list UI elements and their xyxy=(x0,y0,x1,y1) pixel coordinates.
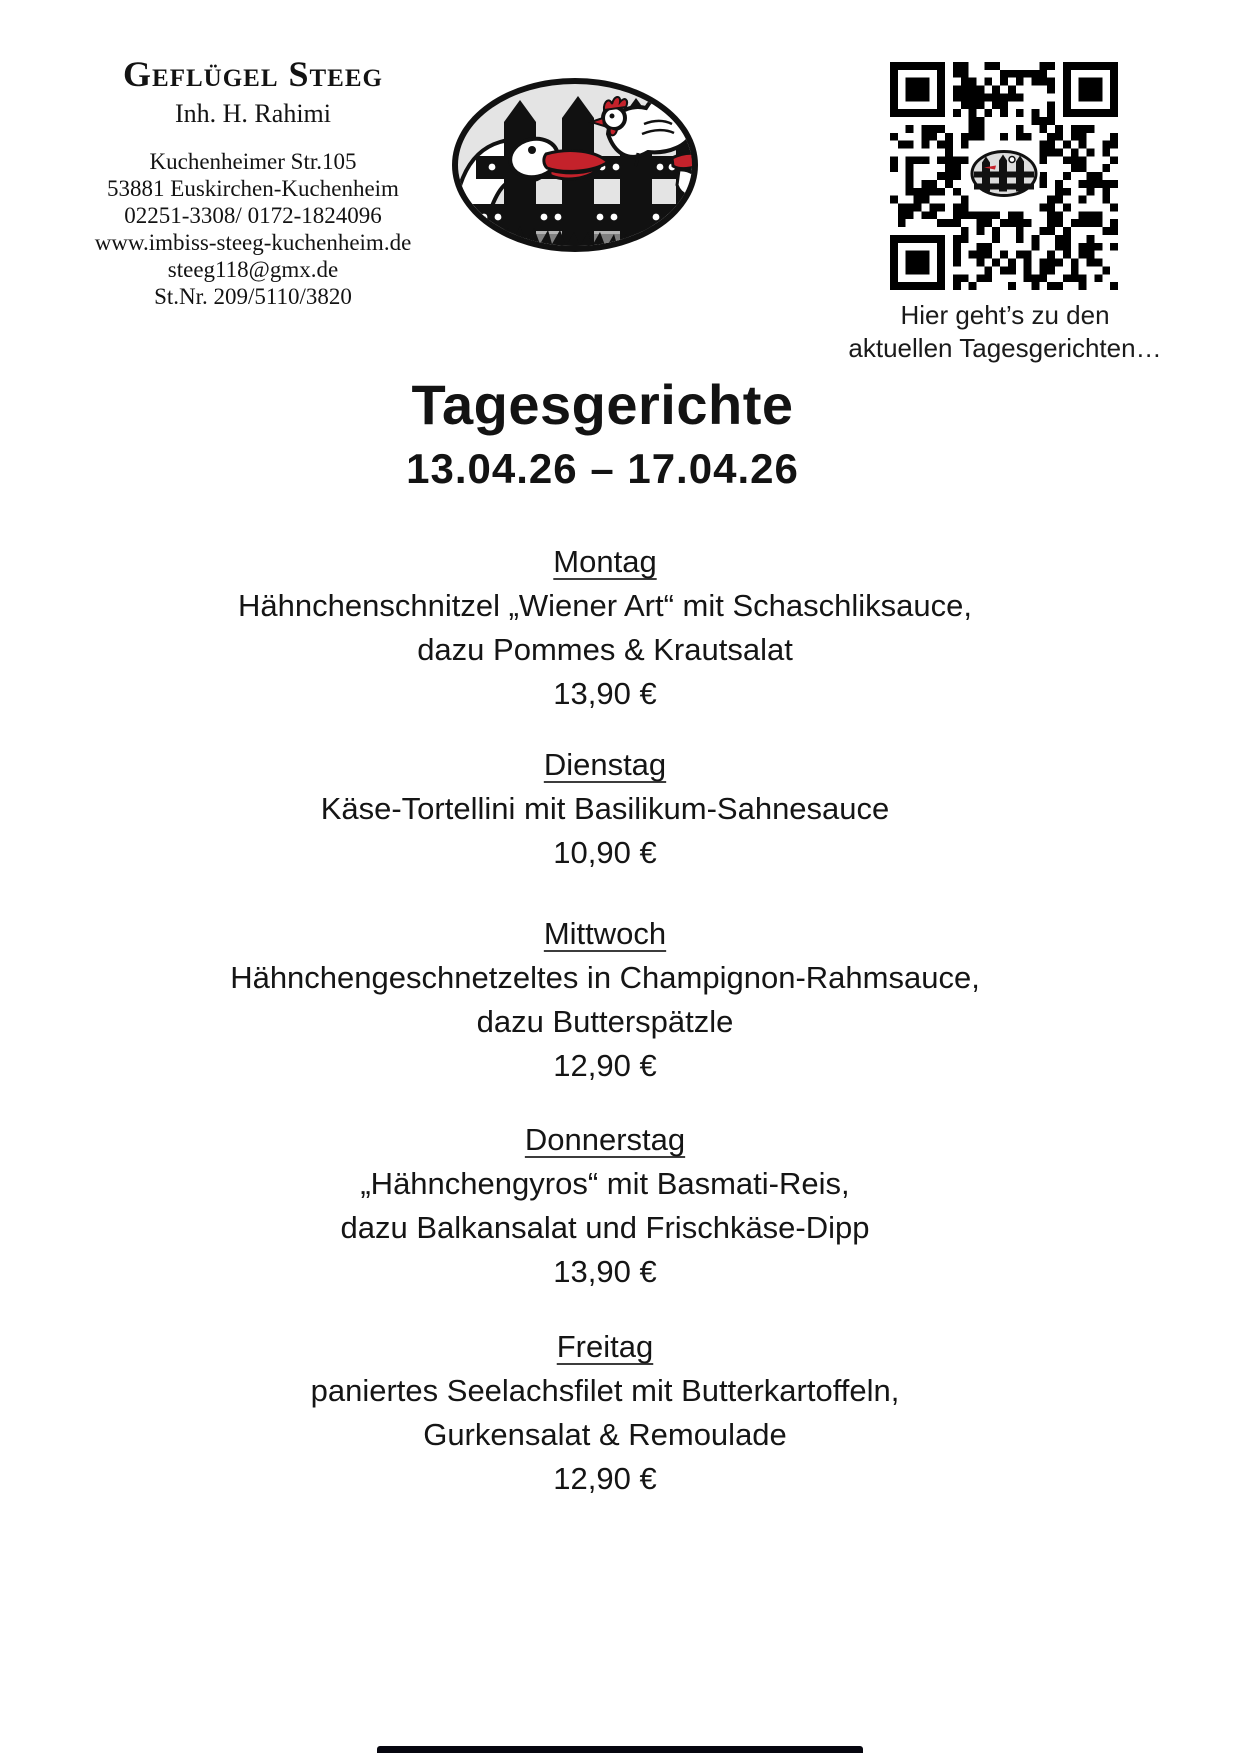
business-contact-block xyxy=(83,148,423,310)
day-section-freitag xyxy=(0,1325,1210,1501)
date-range: 13.04.26 – 17.04.26 xyxy=(406,445,799,492)
dish-line: „Hähnchengyros“ mit Basmati-Reis, xyxy=(360,1166,850,1201)
dish-line: paniertes Seelachsfilet mit Butterkartoffeln, xyxy=(310,1373,900,1408)
email-address: steeg118@gmx.de xyxy=(167,256,339,282)
day-name: Dienstag xyxy=(543,747,667,782)
dish-line: Käse-Tortellini mit Basilikum-Sahnesauce xyxy=(320,791,890,826)
day-heading xyxy=(553,540,656,584)
day-heading xyxy=(557,1325,653,1369)
dish-line: Hähnchengeschnetzeltes in Champignon-Rahmsauce, xyxy=(230,960,980,995)
price: 10,90 € xyxy=(553,835,657,870)
price: 12,90 € xyxy=(553,1461,657,1496)
business-info-block xyxy=(83,56,423,310)
qr-caption-line1: Hier geht’s zu den xyxy=(900,300,1110,330)
business-owner: Inh. H. Rahimi xyxy=(175,98,331,128)
page-title: Tagesgerichte xyxy=(411,373,794,436)
price: 13,90 € xyxy=(553,1254,657,1289)
day-name: Freitag xyxy=(556,1329,654,1364)
day-heading xyxy=(525,1118,685,1162)
qr-center-logo-icon xyxy=(968,148,1040,205)
qr-caption xyxy=(815,299,1195,365)
dish-line: dazu Pommes & Krautsalat xyxy=(417,632,793,667)
day-name: Montag xyxy=(553,544,657,579)
day-name: Mittwoch xyxy=(543,916,667,951)
day-section-donnerstag xyxy=(0,1118,1210,1294)
phone-numbers: 02251-3308/ 0172-1824096 xyxy=(124,202,382,228)
day-heading xyxy=(544,743,666,787)
dish-line: dazu Balkansalat und Frischkäse-Dipp xyxy=(340,1210,870,1245)
dish-line: dazu Butterspätzle xyxy=(476,1004,734,1039)
price: 13,90 € xyxy=(553,676,657,711)
goose-chicken-fence-logo-icon xyxy=(448,74,702,256)
qr-caption-line2: aktuellen Tagesgerichten… xyxy=(848,333,1162,363)
website-url: www.imbiss-steeg-kuchenheim.de xyxy=(94,229,412,255)
day-section-dienstag xyxy=(0,743,1210,875)
qr-code xyxy=(890,62,1118,290)
bottom-edge-bar xyxy=(377,1746,863,1753)
day-heading xyxy=(544,912,666,956)
address-city: 53881 Euskirchen-Kuchenheim xyxy=(107,175,399,201)
price: 12,90 € xyxy=(553,1048,657,1083)
business-name: Geflügel Steeg xyxy=(123,54,383,94)
dish-line: Gurkensalat & Remoulade xyxy=(423,1417,787,1452)
day-name: Donnerstag xyxy=(524,1122,686,1157)
address-street: Kuchenheimer Str.105 xyxy=(149,148,357,174)
dish-line: Hähnchenschnitzel „Wiener Art“ mit Schaschliksauce, xyxy=(238,588,972,623)
tax-number: St.Nr. 209/5110/3820 xyxy=(154,283,352,309)
day-section-mittwoch xyxy=(0,912,1210,1088)
day-section-montag xyxy=(0,540,1210,716)
